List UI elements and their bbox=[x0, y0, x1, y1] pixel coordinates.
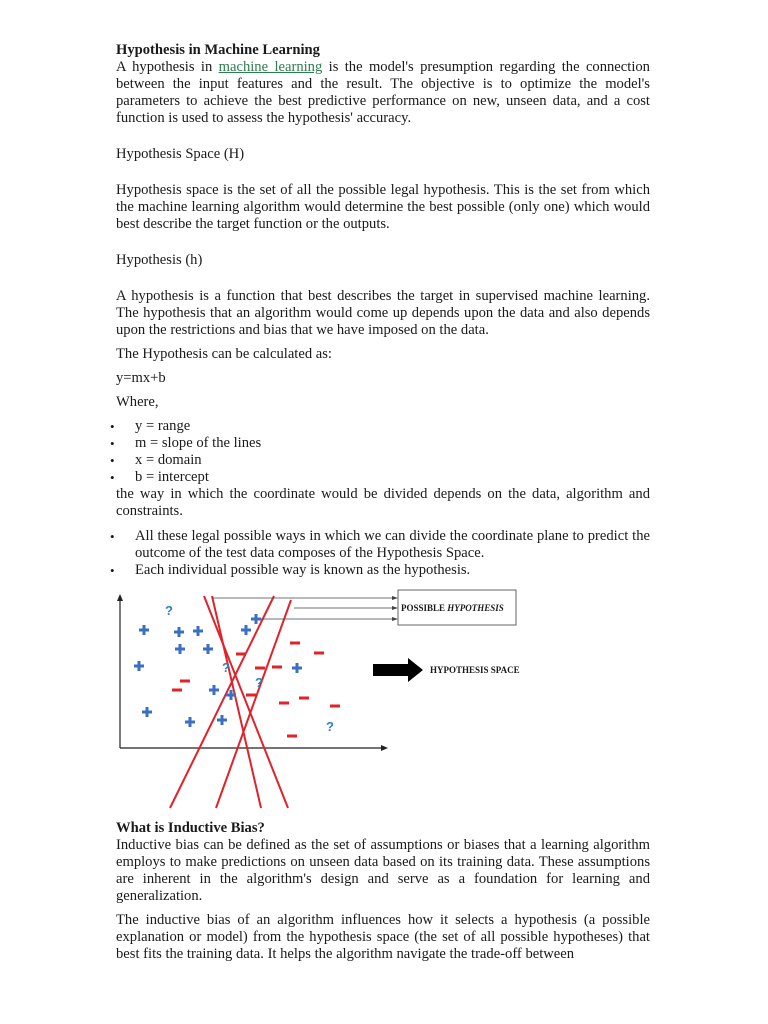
minus-marker bbox=[272, 666, 282, 669]
hypothesis-space-paragraph: Hypothesis space is the set of all the possible legal hypothesis. This is the set from which the machine learning algorithm would determine the best possible (only one) which would best describe the target function or the outputs. bbox=[116, 182, 650, 232]
connector-arrowhead bbox=[392, 596, 398, 600]
minus-marker bbox=[287, 735, 297, 738]
hypothesis-bullets bbox=[116, 528, 650, 579]
minus-marker bbox=[299, 697, 309, 700]
question-marker: ? bbox=[165, 603, 173, 618]
plus-marker bbox=[185, 717, 195, 727]
list-item: • m = slope of the lines bbox=[116, 435, 650, 452]
intro-pre-text: A hypothesis in bbox=[116, 59, 213, 75]
intro-paragraph bbox=[116, 59, 650, 127]
plus-marker bbox=[175, 644, 185, 654]
y-axis-arrowhead bbox=[117, 594, 123, 601]
hypothesis-heading: Hypothesis (h) bbox=[116, 252, 203, 268]
plus-marker bbox=[203, 644, 213, 654]
formula: y=mx+b bbox=[116, 370, 166, 386]
minus-marker bbox=[290, 642, 300, 645]
plus-marker bbox=[174, 627, 184, 637]
where-text: Where, bbox=[116, 394, 159, 410]
list-item: • b = intercept bbox=[116, 469, 650, 486]
hypothesis-diagram bbox=[116, 588, 548, 810]
plus-marker bbox=[193, 626, 203, 636]
question-marker: ? bbox=[222, 660, 230, 675]
hypothesis-space-heading: Hypothesis Space (H) bbox=[116, 146, 245, 162]
minus-marker bbox=[314, 652, 324, 655]
coordinate-paragraph: the way in which the coordinate would be divided depends on the data, algorithm and constraints. bbox=[116, 486, 650, 519]
hypothesis-space-label: HYPOTHESIS SPACE bbox=[430, 665, 520, 675]
minus-marker bbox=[279, 702, 289, 705]
plus-marker bbox=[209, 685, 219, 695]
minus-marker bbox=[246, 694, 256, 697]
hypothesis-paragraph: A hypothesis is a function that best describes the target in supervised machine learning. The hypothesis that an algorithm would come up depends upon the data and also depends upon the restrictions and bias that we have imposed on the data. bbox=[116, 288, 650, 338]
inductive-bias-paragraph-2: The inductive bias of an algorithm influences how it selects a hypothesis (a possible explanation or model) from the hypothesis space (the set of all possible hypotheses) that best fits the training data. It helps the algorithm navigate the trade-off between bbox=[116, 912, 650, 962]
list-item: • All these legal possible ways in which we can divide the coordinate plane to predict the outcome of the test data composes of the Hypothesis Space. bbox=[116, 528, 650, 562]
plus-marker bbox=[217, 715, 227, 725]
plus-marker bbox=[142, 707, 152, 717]
definitions-list bbox=[116, 418, 650, 486]
page-title: Hypothesis in Machine Learning bbox=[116, 42, 320, 58]
possible-hypothesis-label: POSSIBLE HYPOTHESIS bbox=[401, 603, 504, 613]
intro-post-text: is the model's presumption regarding the connection between the input features and the result. The objective is to optimize the model's parameters to achieve the best predictive performance on new, unseen data, and a cost function is used to assess the hypothesis' accuracy. bbox=[116, 59, 650, 126]
inductive-bias-paragraph: Inductive bias can be defined as the set of assumptions or biases that a learning algorithm employs to make predictions on unseen data based on its training data. These assumptions are inherent in the algorithm's design and serve as a foundation for learning and generalization. bbox=[116, 837, 650, 904]
list-item: • Each individual possible way is known as the hypothesis. bbox=[116, 562, 650, 579]
minus-marker bbox=[180, 680, 190, 683]
inductive-bias-heading: What is Inductive Bias? bbox=[116, 820, 265, 836]
list-item: • x = domain bbox=[116, 452, 650, 469]
inductive-bias-section bbox=[116, 820, 650, 963]
x-axis-arrowhead bbox=[381, 745, 388, 751]
minus-marker bbox=[172, 689, 182, 692]
plus-marker bbox=[292, 663, 302, 673]
hypothesis-line bbox=[170, 596, 274, 808]
plus-marker bbox=[251, 614, 261, 624]
machine-learning-link[interactable]: machine learning bbox=[218, 59, 323, 75]
connector-arrowhead bbox=[392, 606, 398, 610]
list-item: • y = range bbox=[116, 418, 650, 435]
minus-marker bbox=[236, 653, 246, 656]
minus-marker bbox=[330, 705, 340, 708]
plus-marker bbox=[241, 625, 251, 635]
hypothesis-space-figure bbox=[116, 588, 548, 810]
question-marker: ? bbox=[255, 675, 263, 690]
plus-marker bbox=[139, 625, 149, 635]
question-marker: ? bbox=[326, 719, 334, 734]
connector-arrowhead bbox=[392, 617, 398, 621]
minus-marker bbox=[255, 667, 265, 670]
plus-marker bbox=[134, 661, 144, 671]
document-body bbox=[116, 42, 650, 579]
arrow-right-icon bbox=[373, 658, 423, 682]
calc-text: The Hypothesis can be calculated as: bbox=[116, 346, 332, 362]
